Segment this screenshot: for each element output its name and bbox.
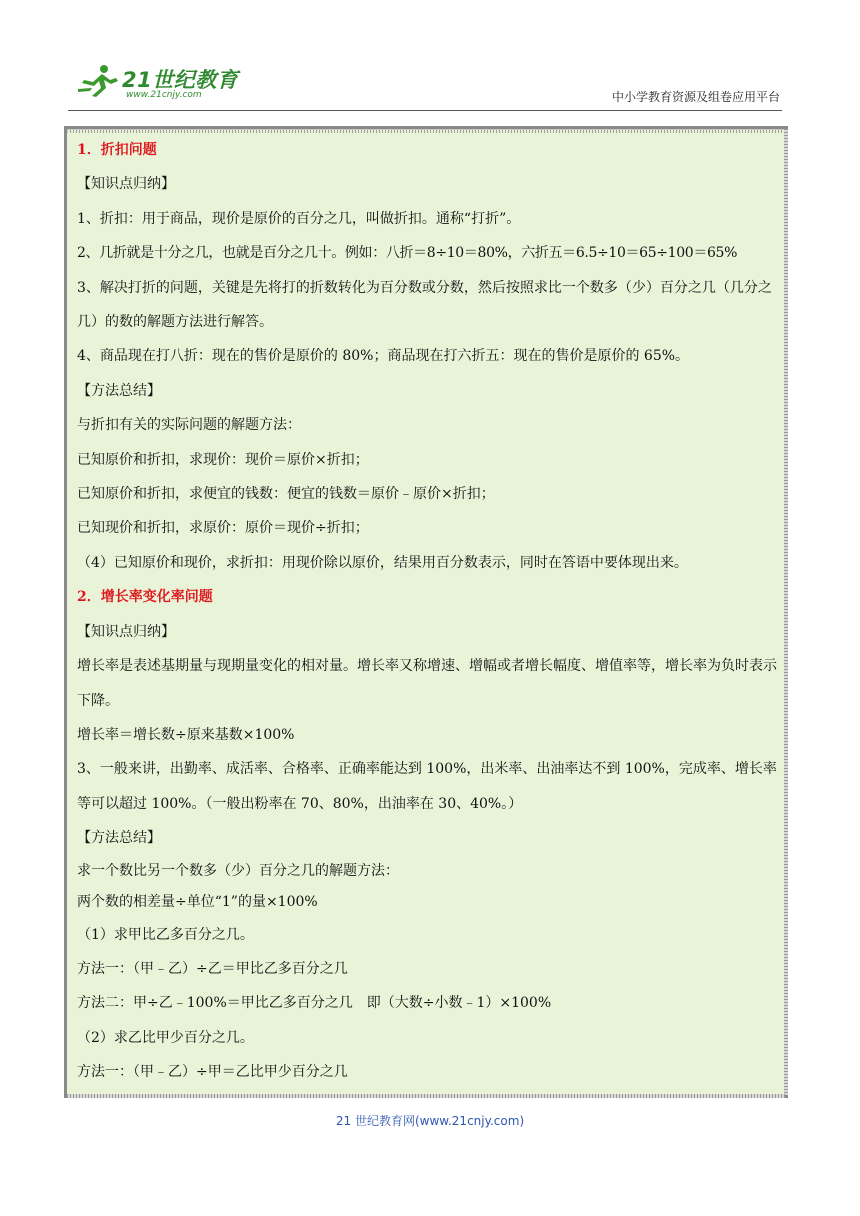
paragraph: 1、折扣：用于商品，现价是原价的百分之几，叫做折扣。通称“打折”。: [77, 210, 521, 227]
section-title: 1．折扣问题: [77, 142, 157, 158]
section-heading: 【方法总结】: [77, 830, 161, 847]
paragraph: 与折扣有关的实际问题的解题方法：: [77, 417, 301, 434]
paragraph: 已知原价和折扣，求便宜的钱数：便宜的钱数＝原价﹣原价×折扣；: [77, 486, 495, 503]
paragraph: 增长率是表述基期量与现期量变化的相对量。增长率又称增速、增幅或者增长幅度、增值率等，增长率为负时表示下降。: [77, 658, 777, 709]
paragraph: 已知现价和折扣，求原价：原价＝现价÷折扣；: [77, 520, 369, 537]
paragraph: 方法一：（甲﹣乙）÷乙＝甲比乙多百分之几: [77, 960, 348, 977]
header-divider: [68, 110, 782, 111]
paragraph: 方法一：（甲﹣乙）÷甲＝乙比甲少百分之几: [77, 1064, 348, 1081]
section-title: 2．增长率变化率问题: [77, 589, 213, 606]
section-heading: 【知识点归纳】: [77, 623, 175, 640]
content-box: [64, 126, 788, 1098]
paragraph: 方法二：甲÷乙﹣100%＝甲比乙多百分之几 即（大数÷小数﹣1）×100%: [77, 995, 552, 1012]
paragraph: 已知原价和折扣，求现价：现价＝原价×折扣；: [77, 451, 369, 468]
paragraph: （1）求甲比乙多百分之几。: [77, 926, 254, 943]
section-heading: 【方法总结】: [77, 382, 161, 399]
paragraph: 两个数的相差量÷单位“1”的量×100%: [77, 893, 318, 910]
paragraph: （4）已知原价和现价，求折扣：用现价除以原价，结果用百分数表示，同时在答语中要体现出来。: [77, 554, 688, 571]
footer-link[interactable]: 21 世纪教育网(www.21cnjy.com): [335, 1114, 525, 1128]
paragraph: 求一个数比另一个数多（少）百分之几的解题方法：: [77, 862, 399, 879]
paragraph: 3、一般来讲，出勤率、成活率、合格率、正确率能达到 100%，出米率、出油率达不到 100%，完成率、增长率等可以超过 100%。（一般出粉率在 70、80%，出油率在 30、40%。）: [77, 761, 777, 812]
paragraph: 2、几折就是十分之几，也就是百分之几十。例如：八折＝8÷10＝80%，六折五＝6.5÷10＝65÷100＝65%: [77, 245, 738, 262]
paragraph: 3、解决打折的问题，关键是先将打的折数转化为百分数或分数，然后按照求比一个数多（少）百分之几（几分之几）的数的解题方法进行解答。: [77, 279, 772, 331]
site-logo[interactable]: 21世纪教育 www.21cnjy.com: [78, 62, 248, 106]
content-body: [77, 133, 779, 1090]
platform-title: 中小学教育资源及组卷应用平台: [611, 90, 780, 104]
runner-icon: [78, 62, 122, 98]
paragraph: 4、商品现在打八折：现在的售价是原价的 80%；商品现在打六折五：现在的售价是原价的 65%。: [77, 348, 690, 365]
paragraph: （2）求乙比甲少百分之几。: [77, 1029, 254, 1046]
page-header: [0, 0, 860, 120]
paragraph: 增长率＝增长数÷原来基数×100%: [77, 726, 295, 743]
section-heading: 【知识点归纳】: [77, 176, 175, 193]
